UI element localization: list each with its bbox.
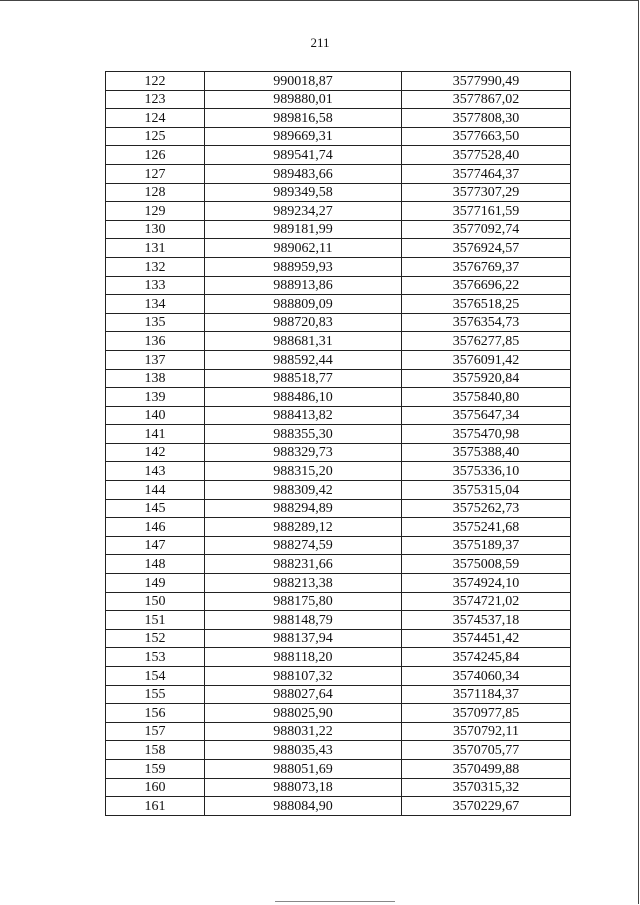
x-coordinate-cell: 988148,79 [205,611,402,630]
x-coordinate-cell: 988315,20 [205,462,402,481]
y-coordinate-cell: 3575470,98 [402,425,571,444]
x-coordinate-cell: 988592,44 [205,350,402,369]
y-coordinate-cell: 3570315,32 [402,778,571,797]
x-coordinate-cell: 989349,58 [205,183,402,202]
x-coordinate-cell: 988084,90 [205,797,402,816]
table-row [106,759,571,778]
point-number-cell: 146 [106,518,205,537]
x-coordinate-cell: 988355,30 [205,425,402,444]
x-coordinate-cell: 989669,31 [205,127,402,146]
point-number-cell: 150 [106,592,205,611]
y-coordinate-cell: 3575189,37 [402,536,571,555]
point-number-cell: 142 [106,443,205,462]
y-coordinate-cell: 3574451,42 [402,629,571,648]
y-coordinate-cell: 3577867,02 [402,90,571,109]
point-number-cell: 144 [106,481,205,500]
point-number-cell: 154 [106,667,205,686]
x-coordinate-cell: 989541,74 [205,146,402,165]
y-coordinate-cell: 3575336,10 [402,462,571,481]
y-coordinate-cell: 3574245,84 [402,648,571,667]
table-row [106,648,571,667]
x-coordinate-cell: 988294,89 [205,499,402,518]
point-number-cell: 124 [106,109,205,128]
point-number-cell: 145 [106,499,205,518]
table-row [106,220,571,239]
y-coordinate-cell: 3570229,67 [402,797,571,816]
y-coordinate-cell: 3576091,42 [402,350,571,369]
x-coordinate-cell: 988231,66 [205,555,402,574]
y-coordinate-cell: 3575920,84 [402,369,571,388]
point-number-cell: 160 [106,778,205,797]
x-coordinate-cell: 989234,27 [205,202,402,221]
x-coordinate-cell: 988959,93 [205,257,402,276]
y-coordinate-cell: 3574721,02 [402,592,571,611]
x-coordinate-cell: 988720,83 [205,313,402,332]
table-row [106,369,571,388]
point-number-cell: 128 [106,183,205,202]
point-number-cell: 131 [106,239,205,258]
table-row [106,295,571,314]
y-coordinate-cell: 3576696,22 [402,276,571,295]
y-coordinate-cell: 3577307,29 [402,183,571,202]
x-coordinate-cell: 988809,09 [205,295,402,314]
table-row [106,239,571,258]
y-coordinate-cell: 3571184,37 [402,685,571,704]
table-row [106,536,571,555]
point-number-cell: 149 [106,574,205,593]
y-coordinate-cell: 3575241,68 [402,518,571,537]
x-coordinate-cell: 989816,58 [205,109,402,128]
point-number-cell: 139 [106,388,205,407]
table-row [106,276,571,295]
x-coordinate-cell: 988681,31 [205,332,402,351]
point-number-cell: 156 [106,704,205,723]
x-coordinate-cell: 988137,94 [205,629,402,648]
y-coordinate-cell: 3576354,73 [402,313,571,332]
x-coordinate-cell: 989880,01 [205,90,402,109]
table-row [106,202,571,221]
y-coordinate-cell: 3574537,18 [402,611,571,630]
y-coordinate-cell: 3570499,88 [402,759,571,778]
page-number: 211 [310,35,330,50]
table-row [106,592,571,611]
point-number-cell: 157 [106,722,205,741]
x-coordinate-cell: 988051,69 [205,759,402,778]
point-number-cell: 148 [106,555,205,574]
y-coordinate-cell: 3575840,80 [402,388,571,407]
x-coordinate-cell: 988913,86 [205,276,402,295]
y-coordinate-cell: 3575262,73 [402,499,571,518]
table-row [106,332,571,351]
y-coordinate-cell: 3577808,30 [402,109,571,128]
x-coordinate-cell: 988486,10 [205,388,402,407]
bottom-rule [275,901,395,902]
point-number-cell: 161 [106,797,205,816]
y-coordinate-cell: 3577663,50 [402,127,571,146]
y-coordinate-cell: 3577990,49 [402,72,571,91]
y-coordinate-cell: 3574924,10 [402,574,571,593]
point-number-cell: 135 [106,313,205,332]
x-coordinate-cell: 988035,43 [205,741,402,760]
x-coordinate-cell: 989181,99 [205,220,402,239]
table-row [106,667,571,686]
x-coordinate-cell: 988413,82 [205,406,402,425]
y-coordinate-cell: 3577161,59 [402,202,571,221]
y-coordinate-cell: 3570705,77 [402,741,571,760]
point-number-cell: 125 [106,127,205,146]
table-row [106,499,571,518]
table-row [106,313,571,332]
y-coordinate-cell: 3576769,37 [402,257,571,276]
point-number-cell: 143 [106,462,205,481]
table-row [106,555,571,574]
point-number-cell: 140 [106,406,205,425]
table-row [106,574,571,593]
point-number-cell: 133 [106,276,205,295]
point-number-cell: 138 [106,369,205,388]
table-row [106,629,571,648]
y-coordinate-cell: 3570792,11 [402,722,571,741]
y-coordinate-cell: 3576518,25 [402,295,571,314]
y-coordinate-cell: 3575388,40 [402,443,571,462]
table-row [106,164,571,183]
point-number-cell: 130 [106,220,205,239]
point-number-cell: 155 [106,685,205,704]
y-coordinate-cell: 3574060,34 [402,667,571,686]
table-row [106,72,571,91]
x-coordinate-cell: 988289,12 [205,518,402,537]
point-number-cell: 136 [106,332,205,351]
x-coordinate-cell: 988025,90 [205,704,402,723]
x-coordinate-cell: 988274,59 [205,536,402,555]
point-number-cell: 129 [106,202,205,221]
y-coordinate-cell: 3577528,40 [402,146,571,165]
coordinates-table [105,71,571,816]
y-coordinate-cell: 3575315,04 [402,481,571,500]
table-row [106,183,571,202]
table-row [106,406,571,425]
point-number-cell: 152 [106,629,205,648]
table-row [106,481,571,500]
x-coordinate-cell: 988027,64 [205,685,402,704]
table-row [106,350,571,369]
table-row [106,90,571,109]
table-row [106,741,571,760]
y-coordinate-cell: 3575008,59 [402,555,571,574]
point-number-cell: 137 [106,350,205,369]
x-coordinate-cell: 989062,11 [205,239,402,258]
y-coordinate-cell: 3570977,85 [402,704,571,723]
table-row [106,127,571,146]
point-number-cell: 147 [106,536,205,555]
y-coordinate-cell: 3577092,74 [402,220,571,239]
point-number-cell: 159 [106,759,205,778]
coordinates-table-body [106,72,571,816]
point-number-cell: 141 [106,425,205,444]
y-coordinate-cell: 3576924,57 [402,239,571,258]
point-number-cell: 126 [106,146,205,165]
point-number-cell: 127 [106,164,205,183]
x-coordinate-cell: 988175,80 [205,592,402,611]
x-coordinate-cell: 988073,18 [205,778,402,797]
table-row [106,443,571,462]
point-number-cell: 151 [106,611,205,630]
table-row [106,109,571,128]
x-coordinate-cell: 988329,73 [205,443,402,462]
table-row [106,722,571,741]
x-coordinate-cell: 989483,66 [205,164,402,183]
point-number-cell: 158 [106,741,205,760]
x-coordinate-cell: 988518,77 [205,369,402,388]
x-coordinate-cell: 988031,22 [205,722,402,741]
table-row [106,425,571,444]
point-number-cell: 153 [106,648,205,667]
y-coordinate-cell: 3576277,85 [402,332,571,351]
table-row [106,518,571,537]
x-coordinate-cell: 988107,32 [205,667,402,686]
table-row [106,388,571,407]
table-row [106,462,571,481]
x-coordinate-cell: 988309,42 [205,481,402,500]
y-coordinate-cell: 3575647,34 [402,406,571,425]
x-coordinate-cell: 988118,20 [205,648,402,667]
table-row [106,611,571,630]
table-row [106,797,571,816]
point-number-cell: 123 [106,90,205,109]
point-number-cell: 122 [106,72,205,91]
table-row [106,685,571,704]
point-number-cell: 132 [106,257,205,276]
table-row [106,146,571,165]
table-row [106,778,571,797]
x-coordinate-cell: 988213,38 [205,574,402,593]
table-row [106,704,571,723]
x-coordinate-cell: 990018,87 [205,72,402,91]
table-row [106,257,571,276]
y-coordinate-cell: 3577464,37 [402,164,571,183]
point-number-cell: 134 [106,295,205,314]
